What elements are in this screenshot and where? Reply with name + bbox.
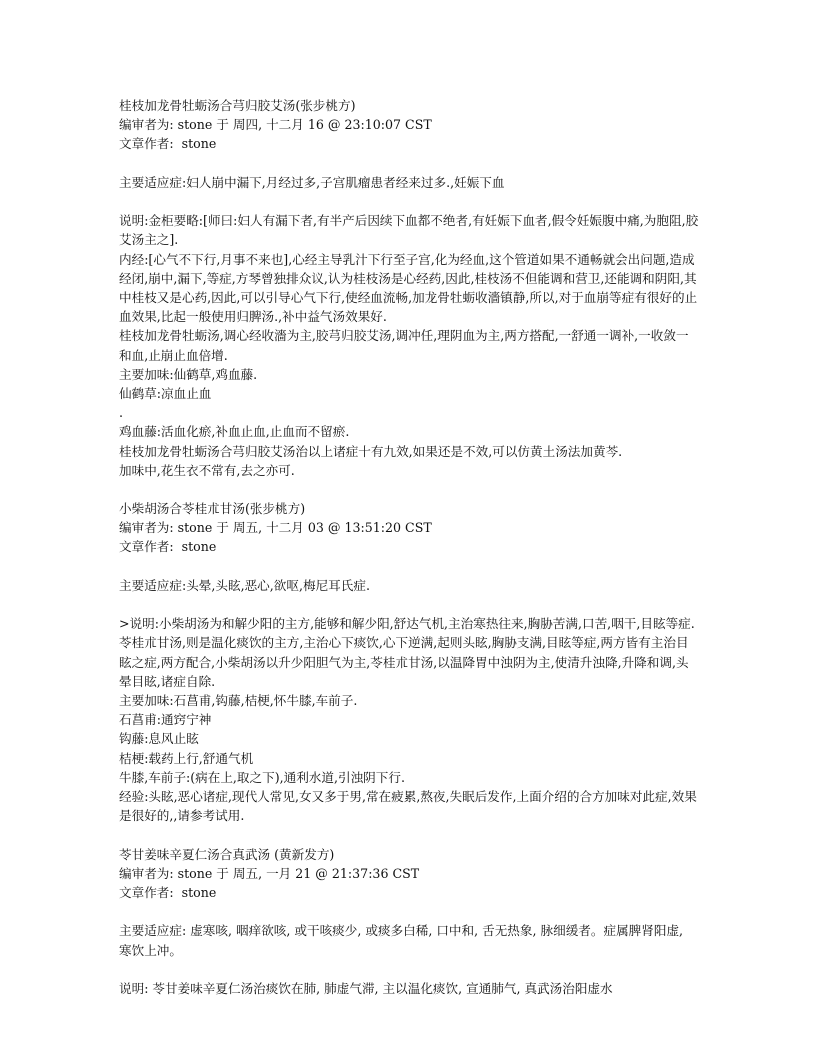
- document-page: [119, 96, 699, 998]
- article-title: 桂枝加龙骨牡蛎汤合芎归胶艾汤(张步桃方): [119, 98, 356, 113]
- herb-line: 牛膝,车前子:(病在上,取之下),通利水道,引浊阴下行.: [119, 769, 405, 785]
- article-editor-line: 编审者为: stone 于 周五, 十二月 03 @ 13:51:20 CST: [119, 520, 432, 536]
- article-title: 小柴胡汤合苓桂朮甘汤(张步桃方): [119, 501, 306, 517]
- herb-line: 仙鹤草:凉血止血: [119, 385, 212, 401]
- article-indication: 主要适应症: 虚寒咳, 咽痒欲咳, 或干咳痰少, 或痰多白稀, 口中和, 舌无热象, 脉细缓者。症属脾肾阳虚, 寒饮上冲。: [119, 923, 684, 958]
- article-1: [119, 96, 699, 480]
- article-title: 苓甘姜味辛夏仁汤合真武汤 (黄新发方): [119, 846, 335, 862]
- article-explanation: 说明:金柜要略:[师曰:妇人有漏下者,有半产后因续下血都不绝者,有妊娠下血者,假令妊娠腹中痛,为胞阻,胶艾汤主之].: [119, 213, 699, 248]
- article-editor-line: 编审者为: stone 于 周四, 十二月 16 @ 23:10:07 CST: [119, 117, 432, 133]
- article-note: 加味中,花生衣不常有,去之亦可.: [119, 462, 295, 478]
- herb-line: 桔梗:载药上行,舒通气机: [119, 750, 254, 766]
- article-3: [119, 845, 699, 999]
- article-indication: 主要适应症:妇人崩中漏下,月经过多,子宫肌瘤患者经来过多.,妊娠下血: [119, 174, 505, 190]
- article-author-line: 文章作者: stone: [119, 136, 217, 152]
- article-additions: 主要加味:仙鹤草,鸡血藤.: [119, 366, 258, 382]
- article-additions: 主要加味:石菖甫,钩藤,桔梗,怀牛膝,车前子.: [119, 693, 358, 709]
- stray-dot: .: [119, 405, 124, 421]
- herb-line: 石菖甫:通窍宁神: [119, 712, 212, 728]
- article-indication: 主要适应症:头晕,头眩,恶心,欲呕,梅尼耳氏症.: [119, 577, 370, 593]
- article-explanation: 说明: 苓甘姜味辛夏仁汤治痰饮在肺, 肺虚气滞, 主以温化痰饮, 宣通肺气, 真武汤治阳虚水: [119, 980, 613, 996]
- article-editor-line: 编审者为: stone 于 周五, 一月 21 @ 21:37:36 CST: [119, 865, 420, 881]
- article-2: [119, 499, 699, 825]
- article-explanation: >说明:小柴胡汤为和解少阳的主方,能够和解少阳,舒达气机,主治寒热往来,胸胁苦满,口苦,咽干,目眩等症.苓桂朮甘汤,则是温化痰饮的主方,主治心下痰饮,心下逆满,起则头眩,胸胁支满,目眩等症,两方皆有主治目眩之症,两方配合,小柴胡汤以升少阳胆气为主,苓桂朮甘汤,以温降胃中浊阴为主,使清升浊降,升降和调,头晕目眩,诸症自除.: [119, 616, 695, 689]
- article-experience: 经验:头眩,恶心诸症,现代人常见,女又多于男,常在疲累,熬夜,失眠后发作,上面介绍的合方加味对此症,效果是很好的,,请参考试用.: [119, 788, 697, 824]
- herb-line: 鸡血藤:活血化瘀,补血止血,止血而不留瘀.: [119, 424, 350, 440]
- article-summary: 桂枝加龙骨牡蛎汤合芎归胶艾汤治以上诸症十有九效,如果还是不效,可以仿黄土汤法加黄芩.: [119, 443, 623, 459]
- herb-line: 钩藤:息风止眩: [119, 731, 199, 747]
- article-neijing: 内经:[心气不下行,月事不来也],心经主导乳汁下行至子宫,化为经血,这个管道如果不通畅就会出问题,造成经闭,崩中,漏下,等症,方琴曾独排众议,认为桂枝汤是心经药,因此,桂枝汤不但能调和营卫,还能调和阴阳,其中桂枝又是心药,因此,可以引导心气下行,使经血流畅,加龙骨牡蛎收濇镇静,所以,对于血崩等症有很好的止血效果,比起一般使用归脾汤.,补中益气汤效果好.: [119, 251, 698, 325]
- article-combo: 桂枝加龙骨牡蛎汤,调心经收濇为主,胶芎归胶艾汤,调冲任,理阴血为主,两方搭配,一舒通一调补,一收敛一和血,止崩止血倍增.: [119, 328, 689, 363]
- article-author-line: 文章作者: stone: [119, 539, 217, 555]
- article-author-line: 文章作者: stone: [119, 884, 217, 900]
